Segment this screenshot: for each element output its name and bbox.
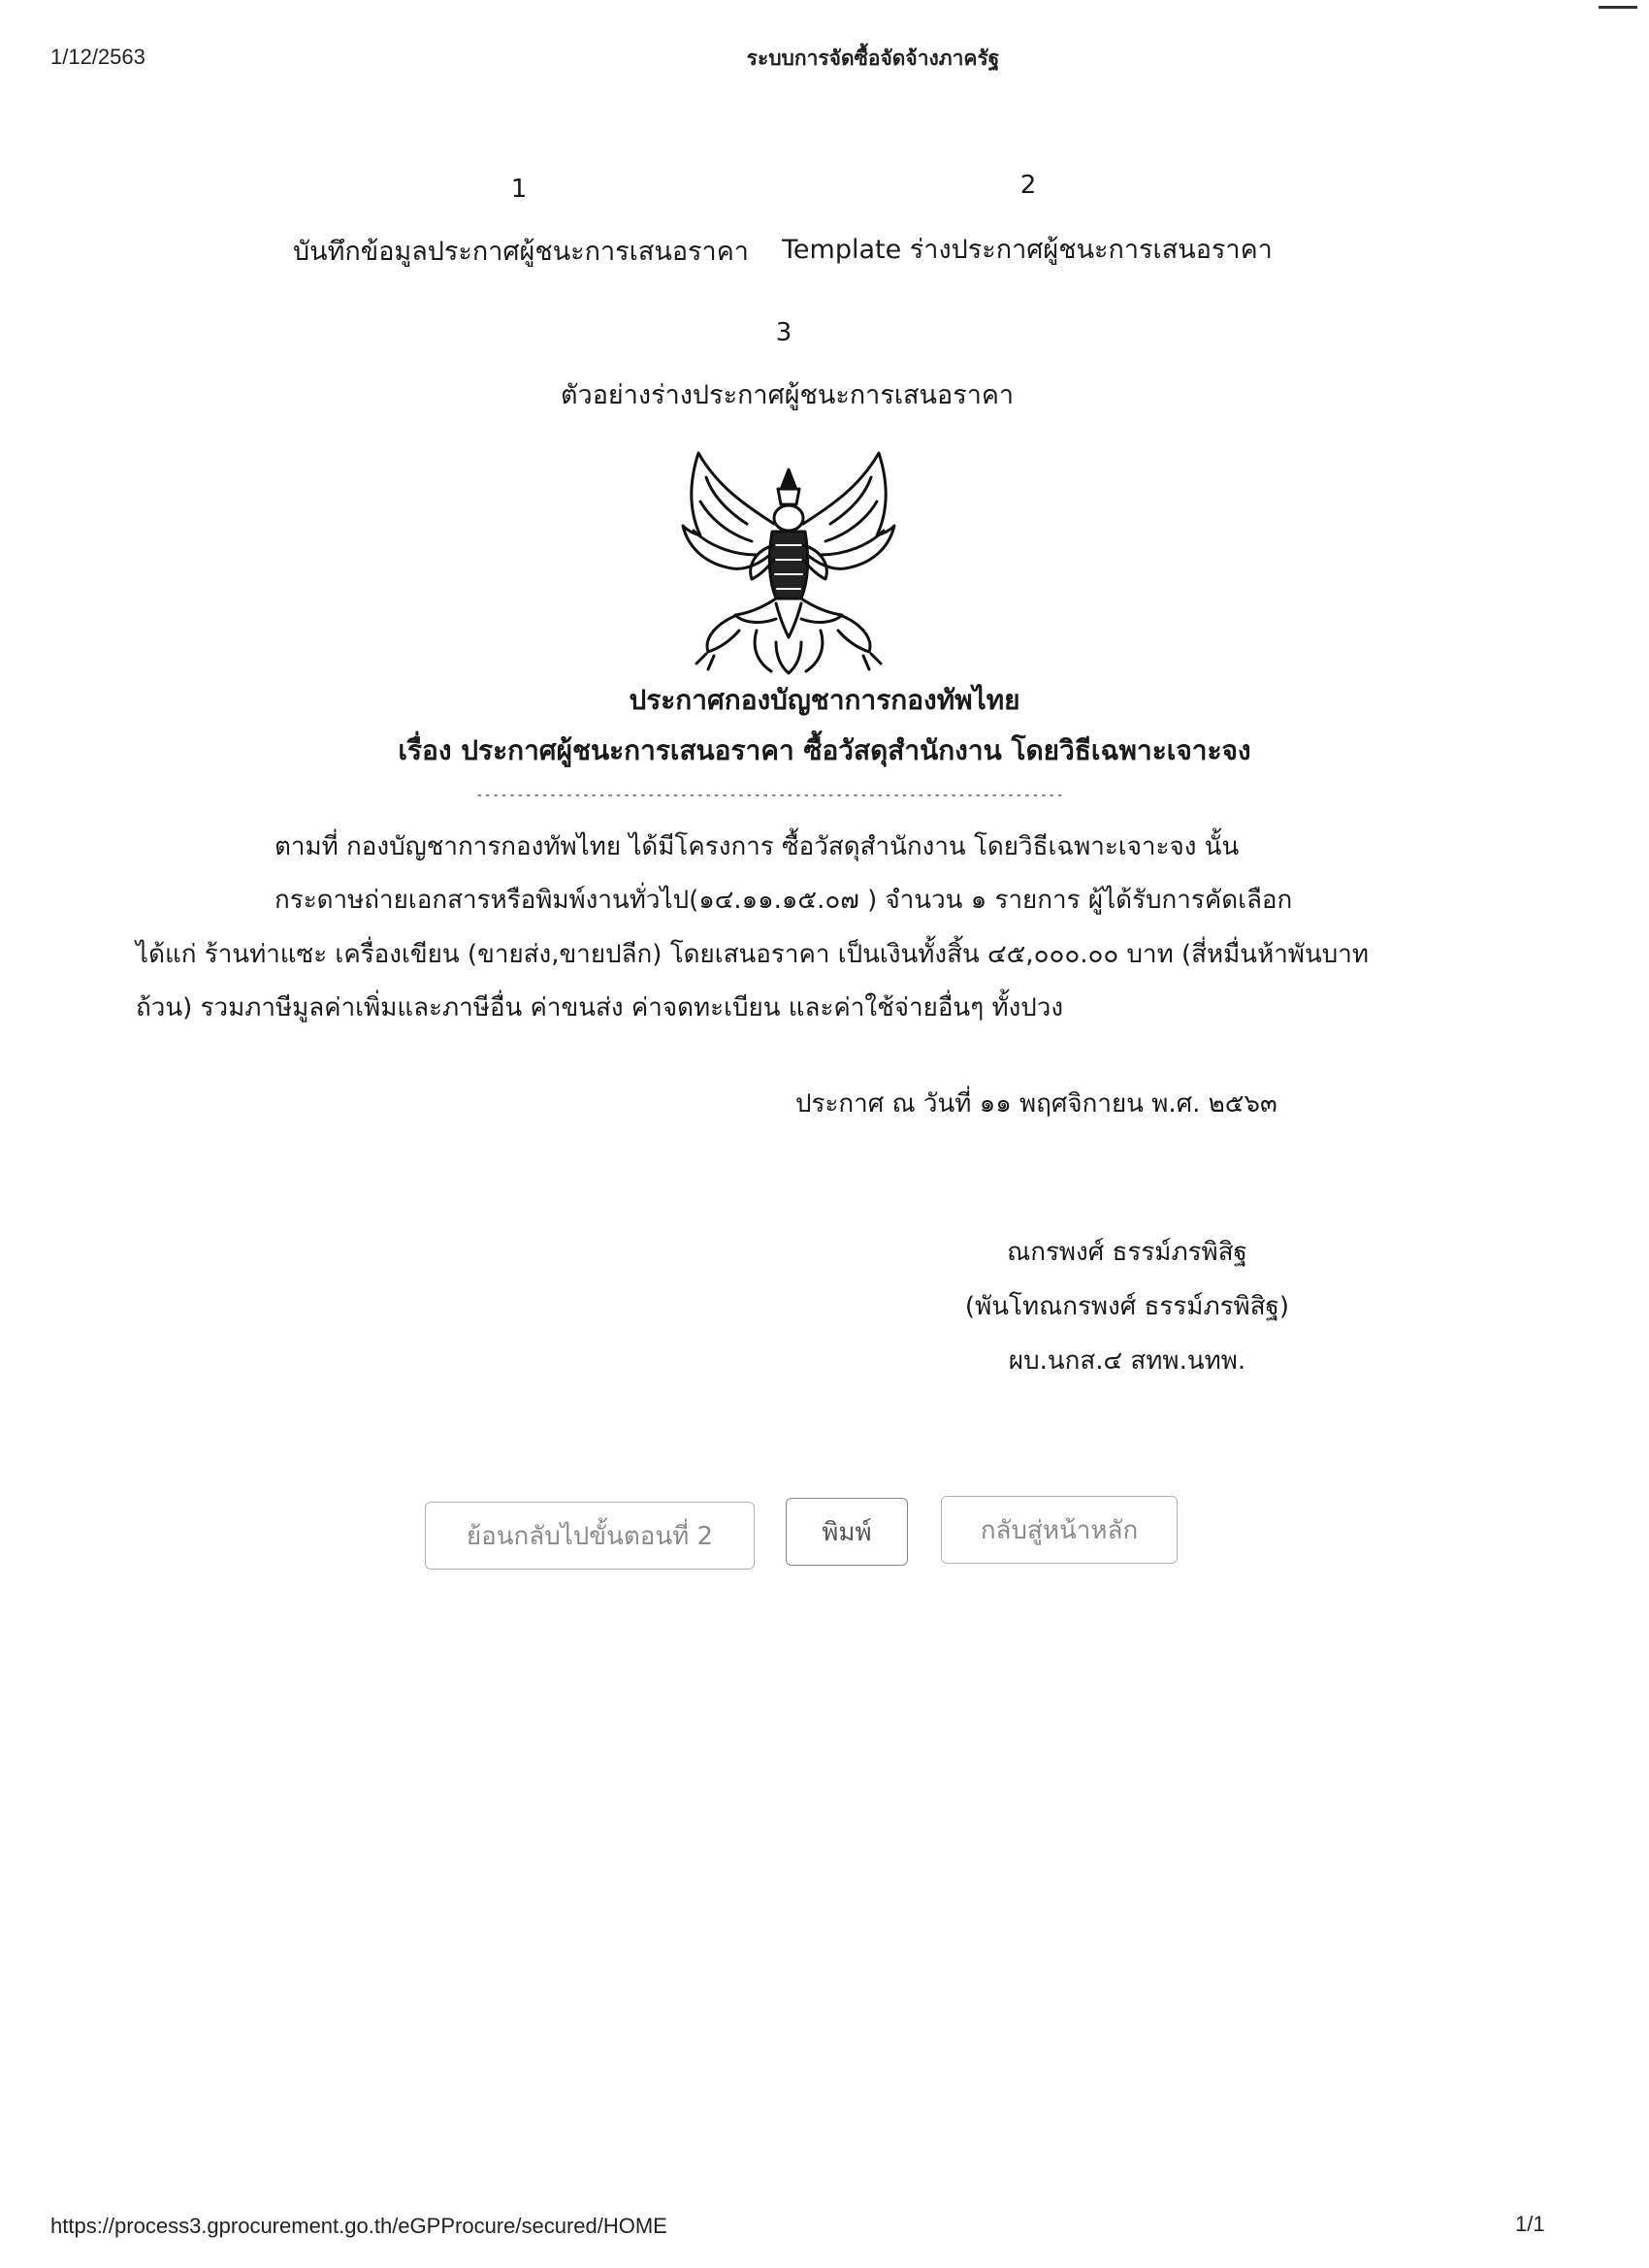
step-2-label[interactable]: Template ร่างประกาศผู้ชนะการเสนอราคา <box>782 235 1273 265</box>
step-3-number: 3 <box>775 318 792 347</box>
announcement-title: ประกาศกองบัญชาการกองทัพไทย <box>629 684 1020 716</box>
body-line-1: ตามที่ กองบัญชาการกองทัพไทย ได้มีโครงการ ซื้อวัสดุสำนักงาน โดยวิธีเฉพาะเจาะจง นั้น <box>275 832 1240 861</box>
signatory-name: ณกรพงศ์ ธรรม์ภรพิสิฐ <box>1007 1238 1247 1267</box>
body-line-3: ได้แก่ ร้านท่าแซะ เครื่องเขียน (ขายส่ง,ขายปลีก) โดยเสนอราคา เป็นเงินทั้งสิ้น ๔๕,๐๐๐.๐๐ บาท (สี่หมื่นห้าพันบาท <box>136 940 1369 969</box>
step-2-number: 2 <box>1019 171 1037 200</box>
page-number: 1/1 <box>1515 2212 1545 2236</box>
page-url: https://process3.gprocurement.go.th/eGPProcure/secured/HOME <box>50 2214 667 2238</box>
scan-edge-mark <box>1599 6 1637 9</box>
back-to-home-button[interactable]: กลับสู่หน้าหลัก <box>941 1496 1178 1564</box>
print-button[interactable]: พิมพ์ <box>786 1498 908 1566</box>
print-date: 1/12/2563 <box>50 45 146 69</box>
step-1-number: 1 <box>510 175 528 204</box>
announcement-date: ประกาศ ณ วันที่ ๑๑ พฤศจิกายน พ.ศ. ๒๕๖๓ <box>795 1089 1277 1118</box>
signatory-full-name: (พันโทณกรพงศ์ ธรรม์ภรพิสิฐ) <box>964 1292 1290 1321</box>
body-line-4: ถ้วน) รวมภาษีมูลค่าเพิ่มและภาษีอื่น ค่าขนส่ง ค่าจดทะเบียน และค่าใช้จ่ายอื่นๆ ทั้งปวง <box>136 993 1064 1022</box>
step-1-label[interactable]: บันทึกข้อมูลประกาศผู้ชนะการเสนอราคา <box>293 237 749 267</box>
signatory-position: ผบ.นกส.๔ สทพ.นทพ. <box>1008 1346 1246 1376</box>
body-line-2: กระดาษถ่ายเอกสารหรือพิมพ์งานทั่วไป(๑๔.๑๑.๑๕.๐๗ ) จำนวน ๑ รายการ ผู้ได้รับการคัดเลือก <box>275 886 1293 915</box>
back-to-step-2-button[interactable]: ย้อนกลับไปขั้นตอนที่ 2 <box>425 1502 755 1570</box>
site-title: ระบบการจัดซื้อจัดจ้างภาครัฐ <box>746 48 1000 70</box>
section-divider: ------------------------------------------------------------------------ <box>475 788 1064 803</box>
step-3-label: ตัวอย่างร่างประกาศผู้ชนะการเสนอราคา <box>561 380 1015 410</box>
announcement-subject: เรื่อง ประกาศผู้ชนะการเสนอราคา ซื้อวัสดุสำนักงาน โดยวิธีเฉพาะเจาะจง <box>398 734 1251 766</box>
garuda-emblem-icon <box>679 448 898 676</box>
